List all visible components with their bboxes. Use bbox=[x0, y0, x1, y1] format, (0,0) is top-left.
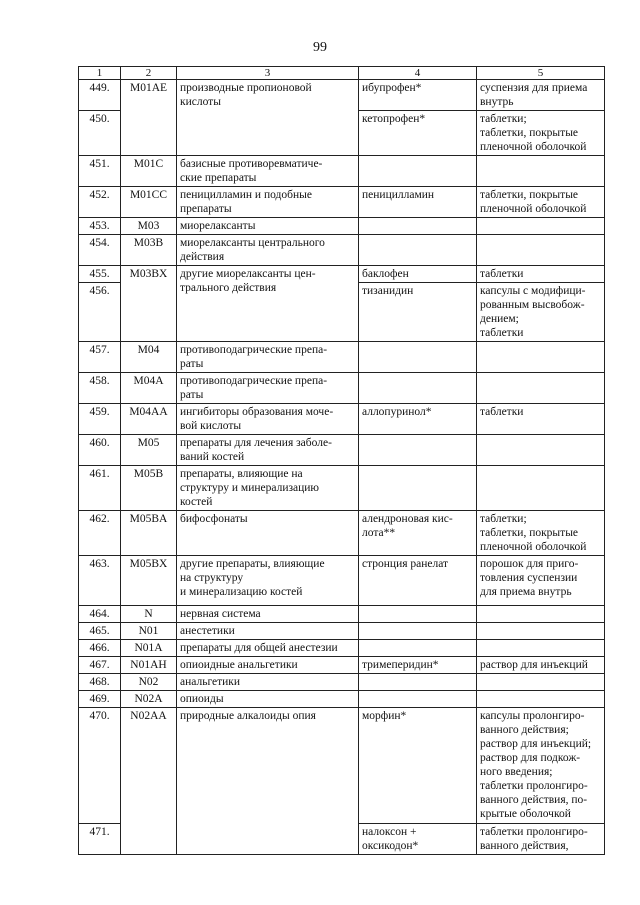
group-name: противоподагрические препа- раты bbox=[177, 342, 359, 373]
drug-name bbox=[359, 342, 477, 373]
group-name: миорелаксанты bbox=[177, 218, 359, 235]
dosage-form: таблетки; таблетки, покрытые пленочной оболочкой bbox=[477, 511, 605, 556]
atc-code: N02 bbox=[121, 674, 177, 691]
drug-name bbox=[359, 606, 477, 623]
dosage-form bbox=[477, 435, 605, 466]
atc-code: M04A bbox=[121, 373, 177, 404]
atc-code: N bbox=[121, 606, 177, 623]
dosage-form bbox=[477, 342, 605, 373]
group-name: ингибиторы образования моче- вой кислоты bbox=[177, 404, 359, 435]
table-row bbox=[79, 235, 605, 266]
group-name: миорелаксанты центрального действия bbox=[177, 235, 359, 266]
dosage-form bbox=[477, 156, 605, 187]
atc-code: M01AE bbox=[121, 80, 177, 111]
drug-name: морфин* bbox=[359, 708, 477, 824]
group-name: производные пропионовой кислоты bbox=[177, 80, 359, 111]
group-name: препараты, влияющие на структуру и минерализацию костей bbox=[177, 466, 359, 511]
drug-name bbox=[359, 623, 477, 640]
dosage-form: раствор для инъекций bbox=[477, 657, 605, 674]
drug-name bbox=[359, 156, 477, 187]
drug-name: тримеперидин* bbox=[359, 657, 477, 674]
table-row bbox=[79, 218, 605, 235]
drug-name: пеницилламин bbox=[359, 187, 477, 218]
dosage-form bbox=[477, 691, 605, 708]
atc-code bbox=[121, 824, 177, 855]
dosage-form: таблетки bbox=[477, 266, 605, 283]
group-name: анальгетики bbox=[177, 674, 359, 691]
table-row bbox=[79, 156, 605, 187]
drug-name bbox=[359, 691, 477, 708]
group-name: препараты для общей анестезии bbox=[177, 640, 359, 657]
row-number: 464. bbox=[79, 606, 121, 623]
row-number: 467. bbox=[79, 657, 121, 674]
drug-name: баклофен bbox=[359, 266, 477, 283]
dosage-form: таблетки; таблетки, покрытые пленочной оболочкой bbox=[477, 111, 605, 156]
group-name: базисные противоревматиче- ские препараты bbox=[177, 156, 359, 187]
group-name: другие миорелаксанты цен- трального действия bbox=[177, 266, 359, 342]
atc-code: M04AA bbox=[121, 404, 177, 435]
row-number: 455. bbox=[79, 266, 121, 283]
table-row bbox=[79, 708, 605, 824]
drug-name: налоксон + оксикодон* bbox=[359, 824, 477, 855]
table-row bbox=[79, 674, 605, 691]
dosage-form: суспензия для приема внутрь bbox=[477, 80, 605, 111]
dosage-form bbox=[477, 235, 605, 266]
atc-code: M01CC bbox=[121, 187, 177, 218]
col-header-group: 3 bbox=[177, 67, 359, 80]
drug-name: ибупрофен* bbox=[359, 80, 477, 111]
col-header-num: 1 bbox=[79, 67, 121, 80]
drug-name bbox=[359, 435, 477, 466]
row-number: 466. bbox=[79, 640, 121, 657]
row-number: 456. bbox=[79, 283, 121, 342]
group-name: анестетики bbox=[177, 623, 359, 640]
row-number: 458. bbox=[79, 373, 121, 404]
atc-code bbox=[121, 283, 177, 342]
row-number: 452. bbox=[79, 187, 121, 218]
atc-code: N02A bbox=[121, 691, 177, 708]
row-number: 449. bbox=[79, 80, 121, 111]
group-name: природные алкалоиды опия bbox=[177, 708, 359, 824]
drug-name: аллопуринол* bbox=[359, 404, 477, 435]
col-header-drug: 4 bbox=[359, 67, 477, 80]
dosage-form bbox=[477, 466, 605, 511]
dosage-form: капсулы с модифици- рованным высвобож- дением; таблетки bbox=[477, 283, 605, 342]
group-name: пеницилламин и подобные препараты bbox=[177, 187, 359, 218]
row-number: 451. bbox=[79, 156, 121, 187]
medication-table bbox=[78, 66, 605, 855]
drug-name: тизанидин bbox=[359, 283, 477, 342]
atc-code: M03BX bbox=[121, 266, 177, 283]
table-row bbox=[79, 691, 605, 708]
table-row bbox=[79, 342, 605, 373]
group-name: нервная система bbox=[177, 606, 359, 623]
table-row bbox=[79, 606, 605, 623]
row-number: 450. bbox=[79, 111, 121, 156]
table-row bbox=[79, 435, 605, 466]
group-name bbox=[177, 111, 359, 156]
group-name: бифосфонаты bbox=[177, 511, 359, 556]
atc-code: M05BA bbox=[121, 511, 177, 556]
table-row bbox=[79, 657, 605, 674]
table-row bbox=[79, 511, 605, 556]
dosage-form: порошок для приго- товления суспензии для приема внутрь bbox=[477, 556, 605, 606]
dosage-form: таблетки пролонгиро- ванного действия, bbox=[477, 824, 605, 855]
row-number: 469. bbox=[79, 691, 121, 708]
drug-name bbox=[359, 218, 477, 235]
dosage-form bbox=[477, 623, 605, 640]
col-header-code: 2 bbox=[121, 67, 177, 80]
table-row bbox=[79, 824, 605, 855]
atc-code bbox=[121, 111, 177, 156]
dosage-form bbox=[477, 606, 605, 623]
table-row bbox=[79, 466, 605, 511]
table-row bbox=[79, 80, 605, 111]
dosage-form: таблетки, покрытые пленочной оболочкой bbox=[477, 187, 605, 218]
row-number: 454. bbox=[79, 235, 121, 266]
atc-code: M03B bbox=[121, 235, 177, 266]
table-header-row bbox=[79, 67, 605, 80]
drug-name: стронция ранелат bbox=[359, 556, 477, 606]
row-number: 462. bbox=[79, 511, 121, 556]
group-name: опиоиды bbox=[177, 691, 359, 708]
drug-name bbox=[359, 373, 477, 404]
row-number: 460. bbox=[79, 435, 121, 466]
table-row bbox=[79, 111, 605, 156]
atc-code: N01AH bbox=[121, 657, 177, 674]
row-number: 470. bbox=[79, 708, 121, 824]
table-row bbox=[79, 266, 605, 283]
drug-name: алендроновая кис- лота** bbox=[359, 511, 477, 556]
drug-name bbox=[359, 235, 477, 266]
table-row bbox=[79, 187, 605, 218]
row-number: 461. bbox=[79, 466, 121, 511]
group-name: опиоидные анальгетики bbox=[177, 657, 359, 674]
atc-code: N02AA bbox=[121, 708, 177, 824]
dosage-form: капсулы пролонгиро- ванного действия; раствор для инъекций; раствор для подкож- ного введения; таблетки пролонгиро- ванного действия, по- крытые оболочкой bbox=[477, 708, 605, 824]
group-name: препараты для лечения заболе- ваний костей bbox=[177, 435, 359, 466]
dosage-form bbox=[477, 674, 605, 691]
table-row bbox=[79, 556, 605, 606]
atc-code: M05B bbox=[121, 466, 177, 511]
atc-code: M05 bbox=[121, 435, 177, 466]
atc-code: M04 bbox=[121, 342, 177, 373]
atc-code: M01C bbox=[121, 156, 177, 187]
row-number: 471. bbox=[79, 824, 121, 855]
table-row bbox=[79, 373, 605, 404]
drug-name bbox=[359, 640, 477, 657]
dosage-form: таблетки bbox=[477, 404, 605, 435]
drug-name bbox=[359, 674, 477, 691]
table-row bbox=[79, 623, 605, 640]
atc-code: M03 bbox=[121, 218, 177, 235]
group-name bbox=[177, 824, 359, 855]
group-name: другие препараты, влияющие на структуру и минерализацию костей bbox=[177, 556, 359, 606]
row-number: 465. bbox=[79, 623, 121, 640]
dosage-form bbox=[477, 218, 605, 235]
dosage-form bbox=[477, 640, 605, 657]
drug-name: кетопрофен* bbox=[359, 111, 477, 156]
page-number: 99 bbox=[313, 40, 327, 55]
row-number: 453. bbox=[79, 218, 121, 235]
drug-name bbox=[359, 466, 477, 511]
table-row bbox=[79, 640, 605, 657]
row-number: 468. bbox=[79, 674, 121, 691]
row-number: 459. bbox=[79, 404, 121, 435]
table-row bbox=[79, 404, 605, 435]
group-name: противоподагрические препа- раты bbox=[177, 373, 359, 404]
row-number: 463. bbox=[79, 556, 121, 606]
atc-code: M05BX bbox=[121, 556, 177, 606]
col-header-form: 5 bbox=[477, 67, 605, 80]
atc-code: N01A bbox=[121, 640, 177, 657]
atc-code: N01 bbox=[121, 623, 177, 640]
row-number: 457. bbox=[79, 342, 121, 373]
dosage-form bbox=[477, 373, 605, 404]
